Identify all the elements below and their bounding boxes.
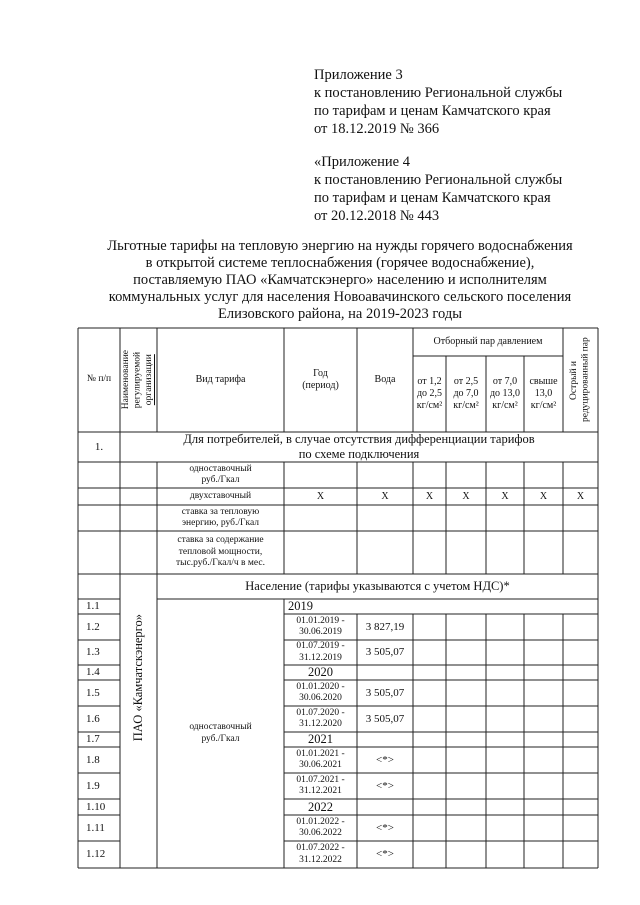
original-appendix-header (314, 153, 562, 225)
header-period: Год (период) (302, 368, 339, 391)
two-rate-mark: Х (425, 490, 434, 502)
appendix-header-line: к постановлению Региональной службы (314, 172, 563, 188)
header-water: Вода (374, 374, 396, 385)
period-line: 30.06.2022 (299, 828, 342, 838)
water-value: <*> (376, 753, 394, 766)
organization-name-text: ПАО «Камчатскэнерго» (131, 614, 145, 742)
period (284, 841, 357, 868)
two-rate-mark: Х (501, 490, 509, 502)
row-num: 1.9 (86, 779, 100, 792)
period-line: 01.07.2022 - (296, 843, 345, 853)
period-line: 01.07.2020 - (296, 707, 345, 718)
row-num: 1.2 (86, 620, 100, 633)
header-pressure-4: свыше 13,0 кг/см² (529, 376, 558, 411)
header-tariff-type: Вид тарифа (195, 374, 246, 385)
year-label: 2021 (308, 732, 333, 746)
header-pressure-1: от 1,2 до 2,5 кг/см² (416, 376, 443, 411)
header-organization (120, 328, 157, 432)
header-org-line: организации (144, 354, 155, 406)
appendix-header-line: от 20.12.2018 № 443 (314, 208, 440, 224)
section-num: 1. (94, 440, 104, 453)
organization-name (120, 488, 157, 868)
title-line: в открытой системе теплоснабжения (горячее водоснабжение), (145, 255, 535, 271)
period-line: 01.07.2019 - (296, 641, 345, 651)
population-tariff-type (157, 599, 284, 868)
section-title (120, 432, 598, 462)
section-title-line: Для потребителей, в случае отсутствия дифференциации тарифов (183, 432, 535, 446)
population-heading: Население (тарифы указываются с учетом НДС)* (245, 579, 510, 593)
row-num: 1.1 (86, 600, 100, 612)
header-steam-group: Отборный пар давлением (433, 336, 543, 347)
appendix-header-line: по тарифам и ценам Камчатского края (314, 190, 551, 206)
header-pressure-2: от 2,5 до 7,0 кг/см² (453, 376, 479, 411)
water-value: <*> (376, 779, 394, 792)
period-line: 30.06.2020 (299, 693, 342, 703)
tariff-line: ставка за содержание (177, 535, 264, 546)
tariff-line: руб./Гкал (201, 733, 240, 744)
row-num: 1.8 (86, 753, 100, 766)
two-rate-mark: Х (576, 490, 585, 502)
tariff-line: тыс.руб./Гкал/ч в мес. (176, 558, 265, 569)
title-line: поставляемую ПАО «Камчатскэнерго» населению и исполнителям (133, 272, 547, 288)
tariff-line: ставка за тепловую (181, 506, 260, 517)
period (284, 706, 357, 732)
row-num: 1.11 (86, 821, 105, 834)
header-num: № п/п (86, 374, 112, 385)
tariff-line: энергию, руб./Гкал (181, 518, 260, 528)
row-num: 1.4 (86, 666, 100, 678)
tariff-two-rate: двухставочный (189, 490, 252, 501)
period-line: 31.12.2019 (299, 652, 342, 663)
header-pressure-3: от 7,0 до 13,0 кг/см² (489, 376, 521, 411)
year-label: 2020 (308, 665, 333, 679)
header-reduced-steam (563, 328, 598, 432)
appendix-header-line: Приложение 3 (314, 67, 403, 83)
title-line: коммунальных услуг для населения Новоавачинского сельского поселения (108, 289, 572, 305)
two-rate-mark: Х (462, 490, 470, 502)
two-rate-mark: Х (316, 490, 325, 502)
section-title-line: по схеме подключения (298, 447, 420, 461)
tariff-line: одноставочный (189, 722, 252, 732)
tariff-capacity-rate (157, 531, 284, 574)
header-org-line: Наименование (121, 350, 132, 410)
row-num: 1.10 (86, 800, 106, 813)
period-line: 31.12.2020 (299, 719, 342, 729)
row-num: 1.7 (86, 733, 100, 745)
period (284, 614, 357, 640)
period-line: 30.06.2019 (299, 627, 342, 637)
period-line: 01.01.2020 - (296, 681, 345, 692)
tariff-line: руб./Гкал (201, 475, 240, 485)
row-num: 1.12 (86, 848, 106, 860)
two-rate-mark: Х (539, 490, 548, 502)
period-line: 01.01.2022 - (296, 816, 345, 827)
water-value: <*> (376, 848, 394, 860)
appendix-header-line: «Приложение 4 (314, 154, 410, 170)
row-num: 1.3 (86, 646, 100, 658)
title-line: Льготные тарифы на тепловую энергию на нужды горячего водоснабжения (107, 238, 573, 254)
tariff-single-rate (157, 462, 284, 488)
period-line: 01.01.2019 - (296, 615, 345, 626)
tariff-heat-rate (157, 505, 284, 531)
water-value: <*> (376, 821, 394, 834)
period (284, 680, 357, 706)
appendix-header-line: от 18.12.2019 № 366 (314, 121, 440, 137)
water-value: 3 827,19 (365, 620, 405, 633)
appendix-header-line: к постановлению Региональной службы (314, 85, 563, 101)
tariff-line: одноставочный (189, 463, 252, 474)
period-line: 01.07.2021 - (296, 774, 345, 785)
water-value: 3 505,07 (365, 712, 405, 725)
two-rate-mark: Х (381, 490, 389, 502)
period-line: 01.01.2021 - (296, 748, 345, 759)
appendix-header (314, 66, 562, 138)
appendix-header-line: по тарифам и ценам Камчатского края (314, 103, 551, 119)
period (284, 747, 357, 773)
title-line: Елизовского района, на 2019-2023 годы (218, 306, 462, 322)
row-num: 1.6 (86, 712, 100, 725)
header-reduced-text: Острый и редуцированный пар (568, 337, 590, 423)
period-line: 30.06.2021 (299, 760, 342, 770)
water-value: 3 505,07 (365, 646, 405, 658)
document-title (70, 238, 610, 323)
period (284, 640, 357, 665)
period-line: 31.12.2022 (299, 854, 342, 865)
header-org-line: регулируемой (132, 351, 143, 409)
tariff-line: тепловой мощности, (178, 546, 263, 557)
period (284, 815, 357, 841)
water-value: 3 505,07 (365, 686, 405, 699)
row-num: 1.5 (86, 686, 100, 699)
period (284, 773, 357, 799)
period-line: 31.12.2021 (299, 786, 342, 796)
year-label: 2019 (288, 599, 313, 613)
year-label: 2022 (308, 799, 333, 814)
